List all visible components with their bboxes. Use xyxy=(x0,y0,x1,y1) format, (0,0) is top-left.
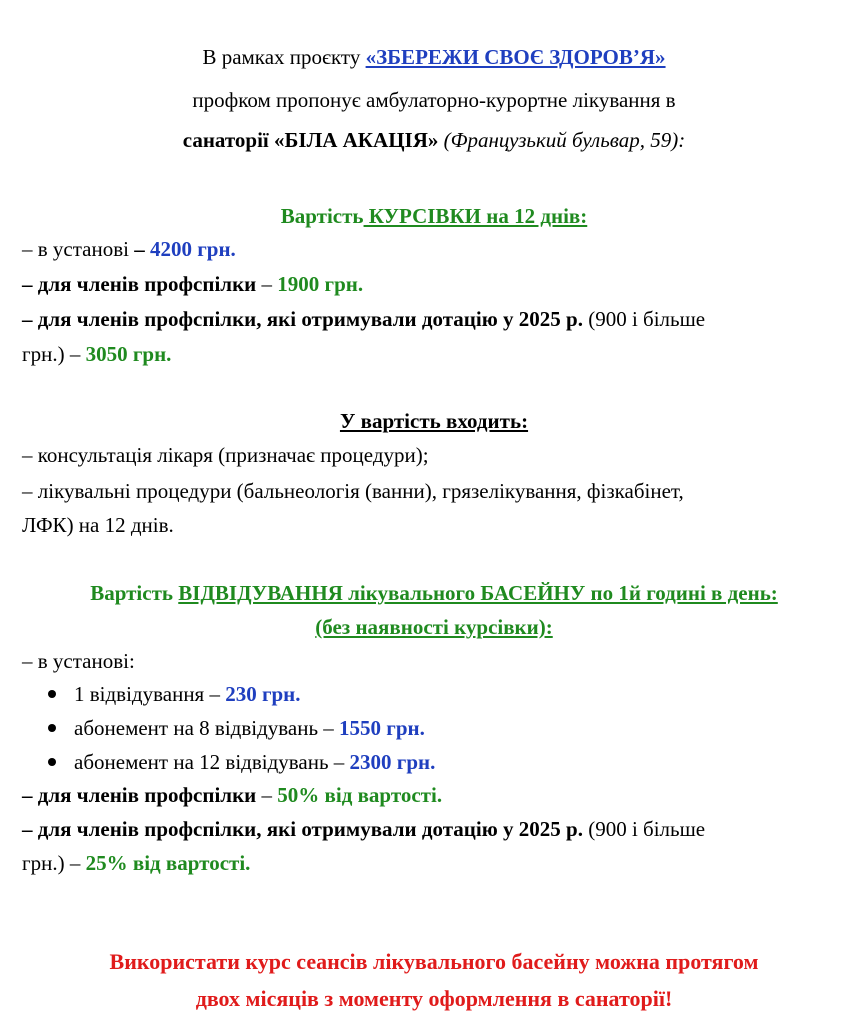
bullet-icon xyxy=(48,690,56,698)
pool-subsidy-line-1 xyxy=(22,816,858,842)
pool-heading-underlined: ВІДВІДУВАННЯ лікувального БАСЕЙНУ по 1й годині в день: xyxy=(178,581,778,605)
pool-item xyxy=(74,749,858,775)
pool-item xyxy=(74,681,858,707)
pool-item-text: 1 відвідування – xyxy=(74,682,226,706)
pool-heading-line-2 xyxy=(0,614,868,640)
course-subsidy-prefix: грн.) – xyxy=(22,342,86,366)
course-heading-prefix: Вартість xyxy=(280,204,364,228)
intro-line-3 xyxy=(0,127,868,153)
pool-member-label: – для членів профспілки xyxy=(22,783,257,807)
pool-validity-note-line-1: Використати курс сеансів лікувального басейну можна протягом xyxy=(109,949,759,974)
pool-heading-line-2-text: (без наявності курсівки): xyxy=(315,615,553,639)
includes-heading xyxy=(0,408,868,434)
pool-subsidy-price: 25% від вартості. xyxy=(85,851,251,875)
includes-heading-text: У вартість входить: xyxy=(339,409,529,433)
sanatorium-name: санаторії «БІЛА АКАЦІЯ» xyxy=(182,128,439,152)
course-member xyxy=(22,271,858,297)
pool-subsidy-prefix: грн.) – xyxy=(22,851,86,875)
pool-heading-prefix: Вартість xyxy=(90,581,179,605)
bullet-icon xyxy=(48,724,56,732)
course-inst-label: – в установі xyxy=(22,237,135,261)
includes-item-1: – консультація лікаря (призначає процедури); xyxy=(22,443,429,467)
course-member-dash: – xyxy=(256,272,278,296)
sanatorium-address: (Французький бульвар, 59): xyxy=(438,128,686,152)
pool-item-text: абонемент на 8 відвідувань – xyxy=(74,716,340,740)
course-subsidy-line-1 xyxy=(22,306,858,332)
intro-prefix: В рамках проєкту xyxy=(202,45,366,69)
pool-subsidy-label: – для членів профспілки, які отримували дотацію у 2025 р. xyxy=(22,817,583,841)
pool-item xyxy=(74,715,858,741)
course-subsidy-price: 3050 грн. xyxy=(85,342,172,366)
course-subsidy-line-2 xyxy=(22,341,858,367)
pool-item-text: абонемент на 12 відвідувань – xyxy=(74,750,350,774)
pool-institution: – в установі: xyxy=(22,649,135,673)
course-inst-price: 4200 грн. xyxy=(149,237,236,261)
course-subsidy-label: – для членів профспілки, які отримували дотацію у 2025 р. xyxy=(22,307,583,331)
pool-item-price: 2300 грн. xyxy=(349,750,436,774)
course-institution xyxy=(22,236,858,262)
intro-line-2: профком пропонує амбулаторно-курортне лікування в xyxy=(192,88,676,112)
project-link[interactable]: «ЗБЕРЕЖИ СВОЄ ЗДОРОВ’Я» xyxy=(365,45,666,69)
includes-item-2-line-2: ЛФК) на 12 днів. xyxy=(22,513,174,537)
pool-validity-note-line-2: двох місяців з моменту оформлення в санаторії! xyxy=(195,986,673,1011)
pool-member-price: 50% від вартості. xyxy=(277,783,443,807)
bullet-icon xyxy=(48,758,56,766)
pool-item-price: 1550 грн. xyxy=(339,716,425,740)
course-member-price: 1900 грн. xyxy=(277,272,364,296)
pool-item-price: 230 грн. xyxy=(225,682,301,706)
pool-member xyxy=(22,782,858,808)
intro-line-1 xyxy=(0,44,868,70)
course-member-label: – для членів профспілки xyxy=(22,272,257,296)
course-inst-dash: – xyxy=(134,237,150,261)
pool-subsidy-line-2 xyxy=(22,850,858,876)
course-heading xyxy=(0,203,868,229)
course-subsidy-rest: (900 і більше xyxy=(582,307,706,331)
course-heading-underlined: КУРСІВКИ на 12 днів: xyxy=(363,204,588,228)
pool-member-dash: – xyxy=(256,783,278,807)
includes-item-2-line-1: – лікувальні процедури (бальнеологія (ванни), грязелікування, фізкабінет, xyxy=(22,479,684,503)
pool-heading xyxy=(0,580,868,606)
pool-subsidy-rest: (900 і більше xyxy=(582,817,706,841)
